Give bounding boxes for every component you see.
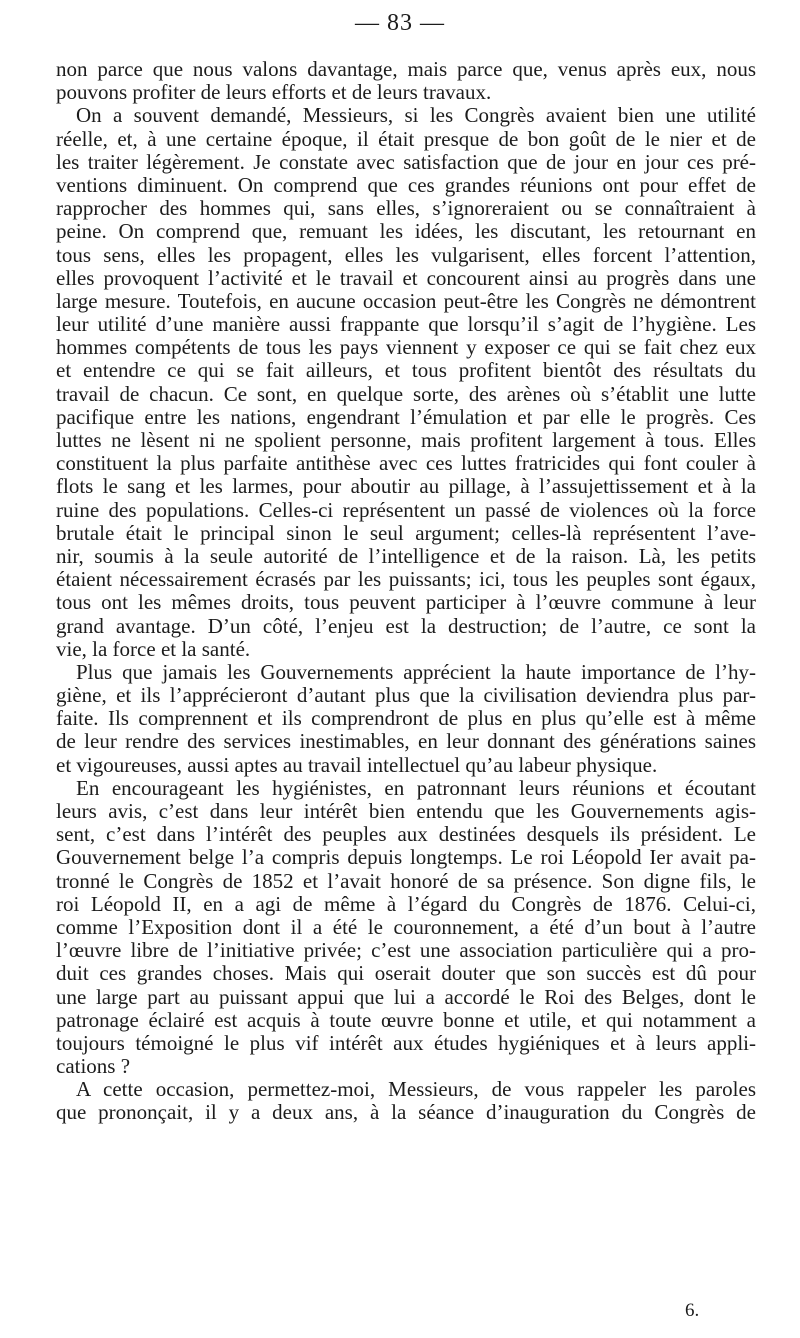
text-line: constituent la plus parfaite antithèse avec ces luttes fratricides qui font couler à	[56, 451, 756, 476]
text-line: nir, soumis à la seule autorité de l’intelligence et de la raison. Là, les petits	[56, 543, 756, 568]
text-line: rapprocher des hommes qui, sans elles, s’ignoreraient ou se connaîtraient à	[56, 196, 756, 221]
text-line: peine. On comprend que, remuant les idées, les discutant, les retournant en	[56, 219, 756, 244]
text-line: duit ces grandes choses. Mais qui oserait douter que son succès est dû pour	[56, 961, 756, 986]
text-line: Gouvernement belge l’a compris depuis longtemps. Le roi Léopold Ier avait pa-	[56, 845, 756, 870]
text-line: étaient nécessairement écrasés par les puissants; ici, tous les peuples sont égaux,	[56, 567, 756, 592]
text-line: En encourageant les hygiénistes, en patronnant leurs réunions et écoutant	[76, 775, 756, 800]
text-line: Plus que jamais les Gouvernements apprécient la haute importance de l’hy-	[76, 659, 756, 684]
page-number: — 83 —	[355, 10, 445, 36]
text-line: grand avantage. D’un côté, l’enjeu est la destruction; de l’autre, ce sont la	[56, 613, 756, 638]
text-line: travail de chacun. Ce sont, en quelque sorte, des arènes où s’établit une lutte	[56, 381, 756, 406]
body-text	[56, 58, 756, 1125]
text-line: tronné le Congrès de 1852 et l’avait honoré de sa présence. Son digne fils, le	[56, 868, 756, 893]
text-line: faite. Ils comprennent et ils comprendront de plus en plus qu’elle est à même	[56, 706, 756, 731]
text-line: roi Léopold II, en a agi de même à l’égard du Congrès de 1876. Celui-ci,	[56, 891, 756, 916]
text-line: giène, et ils l’apprécieront d’autant plus que la civilisation deviendra plus par-	[56, 683, 756, 708]
text-line: et entendre ce qui se fait ailleurs, et tous profitent bientôt des résultats du	[56, 358, 756, 383]
text-line: flots le sang et les larmes, pour aboutir au pillage, à l’assujettissement et à la	[56, 474, 756, 499]
text-line: que prononçait, il y a deux ans, à la séance d’inauguration du Congrès de	[56, 1100, 756, 1125]
text-line: tous sens, elles les propagent, elles les vulgarisent, elles forcent l’attention,	[56, 242, 756, 267]
signature-mark: 6.	[685, 1300, 700, 1321]
text-line: brutale était le principal sinon le seul argument; celles-là représentent l’ave-	[56, 520, 756, 545]
text-line: comme l’Exposition dont il a été le couronnement, a été d’un bout à l’autre	[56, 914, 756, 939]
text-line: vie, la force et la santé.	[56, 636, 251, 661]
text-line: et vigoureuses, aussi aptes au travail intellectuel qu’au labeur physique.	[56, 752, 658, 777]
text-line: réelle, et, à une certaine époque, il était presque de bon goût de le nier et de	[56, 126, 756, 151]
text-line: les traiter légèrement. Je constate avec satisfaction que de jour en jour ces pré-	[56, 149, 756, 174]
text-line: pacifique entre les nations, engendrant l’émulation et par elle le progrès. Ces	[56, 404, 756, 429]
text-line: patronage éclairé est acquis à toute œuvre bonne et utile, et qui notamment a	[56, 1007, 756, 1032]
text-line: luttes ne lèsent ni ne spolient personne, mais profitent largement à tous. Elles	[56, 428, 756, 452]
text-line: cations ?	[56, 1054, 131, 1079]
text-line: l’œuvre libre de l’initiative privée; c’est une association particulière qui a pro-	[56, 938, 756, 963]
text-line: pouvons profiter de leurs efforts et de leurs travaux.	[56, 80, 492, 105]
text-line: large mesure. Toutefois, en aucune occasion peut-être les Congrès ne démontrent	[56, 288, 756, 313]
text-line: une large part au puissant appui que lui a accordé le Roi des Belges, dont le	[56, 984, 756, 1009]
text-line: de leur rendre des services inestimables, en leur donnant des générations saines	[56, 729, 756, 754]
text-line: non parce que nous valons davantage, mais parce que, venus après eux, nous	[56, 57, 756, 81]
text-line: elles provoquent l’activité et le travail et concourent ainsi au progrès dans une	[56, 265, 756, 290]
text-line: A cette occasion, permettez-moi, Messieurs, de vous rappeler les paroles	[76, 1077, 756, 1102]
text-line: tous ont les mêmes droits, tous peuvent participer à l’œuvre commune à leur	[56, 590, 756, 615]
text-line: ruine des populations. Celles-ci représentent un passé de violences où la force	[56, 497, 756, 522]
text-line: On a souvent demandé, Messieurs, si les Congrès avaient bien une utilité	[76, 103, 756, 128]
text-line: leurs avis, c’est dans leur intérêt bien entendu que les Gouvernements agis-	[56, 799, 756, 823]
text-line: hommes compétents de tous les pays viennent y exposer ce qui se fait chez eux	[56, 335, 756, 360]
text-line: toujours témoigné le plus vif intérêt aux études hygiéniques et à leurs appli-	[56, 1030, 756, 1055]
text-line: sent, c’est dans l’intérêt des peuples aux destinées desquels ils président. Le	[56, 822, 756, 847]
text-line: ventions diminuent. On comprend que ces grandes réunions ont pour effet de	[56, 172, 756, 197]
text-line: leur utilité d’une manière aussi frappante que lorsqu’il s’agit de l’hygiène. Les	[56, 312, 756, 337]
